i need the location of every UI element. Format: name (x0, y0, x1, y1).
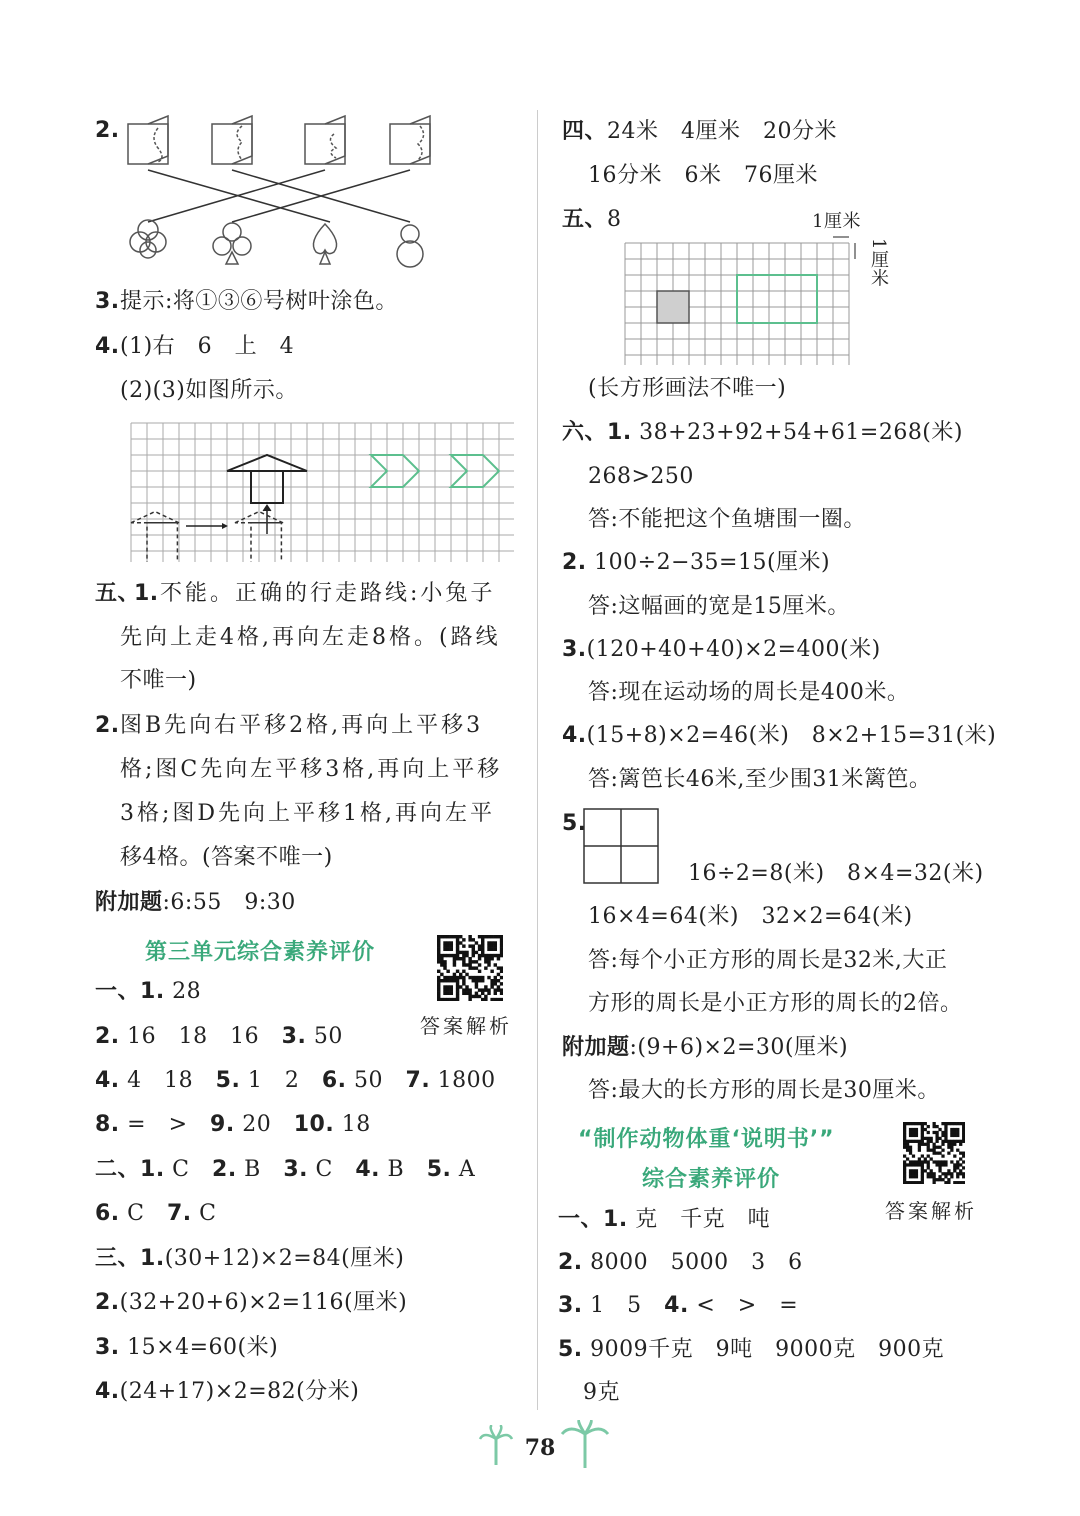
gourd-shape (397, 225, 423, 267)
u2-row2: 6. C 7. C (95, 1201, 217, 1226)
s5-1-line2: 先向上走4格,再向左走8格。(路线 (120, 625, 501, 650)
s5-1-line3: 不唯一) (120, 668, 197, 693)
s6-2-line2: 答:这幅画的宽是15厘米。 (588, 594, 850, 619)
extra-right-line1: 附加题:(9+6)×2=30(厘米) (562, 1035, 849, 1060)
q4-part1: (1)右 6 上 4 (120, 334, 295, 359)
s5-answer: 五、8 (562, 207, 622, 232)
s5-2-line1: 图B先向右平移2格,再向上平移3 (120, 713, 484, 738)
folded-paper-1 (128, 116, 168, 164)
dashed-body-1 (251, 523, 281, 562)
extra-right-line2: 答:最大的长方形的周长是30厘米。 (588, 1078, 940, 1103)
qr-code-animal[interactable] (903, 1122, 965, 1184)
folded-paper-3 (305, 116, 345, 164)
s6-2-line1: 2. 100÷2−35=15(厘米) (562, 550, 831, 575)
translation-grid (130, 422, 514, 562)
s6-1-line3: 答:不能把这个鱼塘围一圈。 (588, 507, 866, 532)
q3-answer: 提示:将①③⑥号树叶涂色。 (120, 289, 398, 314)
u2-row1: 二、1. C 2. B 3. C 4. B 5. A (95, 1157, 476, 1182)
folded-paper-2 (212, 116, 252, 164)
folded-paper-4 (390, 116, 430, 164)
animal-title-line2: 综合素养评价 (642, 1167, 781, 1192)
s5-head: 五、 (95, 581, 141, 606)
matching-figure (120, 112, 450, 272)
q2-number: 2. (95, 118, 120, 143)
qr-code-unit3[interactable] (437, 935, 503, 1001)
s5-1-line1: 不能。正确的行走路线:小兔子 (160, 581, 496, 606)
z5-row2: 9克 (583, 1380, 620, 1405)
green-rectangle (737, 275, 817, 323)
s6-5-line2: 16×4=64(米) 32×2=64(米) (588, 904, 913, 929)
club-shape (213, 223, 251, 264)
dashed-body-0 (147, 523, 177, 562)
qr-label-unit3: 答案解析 (420, 1014, 512, 1038)
u3-row1: 三、1.(30+12)×2=84(厘米) (95, 1246, 405, 1271)
s6-4-line2: 答:篱笆长46米,至少围31米篱笆。 (588, 767, 932, 792)
s6-1-line1: 六、1. 38+23+92+54+61=268(米) (562, 420, 963, 445)
house-roof (227, 455, 307, 471)
palm-right-icon (560, 1420, 610, 1470)
s4-line1: 四、24米 4厘米 20分米 (562, 119, 838, 144)
s5-1-number: 1. (134, 581, 159, 606)
s6-5-line3: 答:每个小正方形的周长是32米,大正 (588, 948, 948, 973)
z5-row: 5. 9009千克 9吨 9000克 900克 (558, 1337, 945, 1362)
spade-shape (313, 224, 336, 264)
s5-2-line2: 格;图C先向左平移3格,再向上平移 (120, 757, 503, 782)
qr-label-animal: 答案解析 (885, 1199, 977, 1223)
s6-5-line1: 16÷2=8(米) 8×4=32(米) (688, 861, 984, 886)
q4-part2: (2)(3)如图所示。 (120, 378, 298, 403)
q4-number: 4. (95, 334, 120, 359)
s4-line2: 16分米 6米 76厘米 (588, 163, 818, 188)
s6-3-line2: 答:现在运动场的周长是400米。 (588, 680, 910, 705)
arrow-up-head (263, 505, 271, 511)
u1-row1: 一、1. 28 (95, 979, 202, 1004)
extra-question: 附加题:6:55 9:30 (95, 890, 296, 915)
z2-row: 2. 8000 5000 3 6 (558, 1250, 803, 1275)
dim-side-label: 1厘米 (868, 238, 889, 287)
u1-row4: 8. = > 9. 20 10. 18 (95, 1112, 371, 1137)
u1-row2: 2. 16 18 16 3. 50 (95, 1024, 343, 1049)
z1-row: 一、1. 克 千克 吨 (558, 1207, 771, 1232)
q3-number: 3. (95, 289, 120, 314)
s5-2-line3: 3格;图D先向上平移1格,再向左平 (120, 801, 496, 826)
u1-row3: 4. 4 18 5. 1 2 6. 50 7. 1800 (95, 1068, 496, 1093)
s6-5-number: 5. (562, 811, 587, 836)
s5-2-number: 2. (95, 713, 120, 738)
u3-row4: 4.(24+17)×2=82(分米) (95, 1379, 360, 1404)
page-number: 78 (524, 1435, 556, 1461)
dashed-roof-0 (131, 512, 179, 523)
s5-note: (长方形画法不唯一) (588, 376, 787, 401)
s6-5-line4: 方形的周长是小正方形的周长的2倍。 (588, 991, 963, 1016)
gray-square (657, 291, 689, 323)
s6-4-line1: 4.(15+8)×2=46(米) 8×2+15=31(米) (562, 723, 997, 748)
s5-2-line4: 移4格。(答案不唯一) (120, 845, 333, 870)
s6-3-line1: 3.(120+40+40)×2=400(米) (562, 637, 881, 662)
z3-row: 3. 1 5 4. < > = (558, 1293, 799, 1318)
animal-title-line1: “制作动物体重‘说明书’” (578, 1127, 835, 1152)
u3-row3: 3. 15×4=60(米) (95, 1335, 279, 1360)
dim-top-label: 1厘米 (812, 211, 861, 232)
u3-row2: 2.(32+20+6)×2=116(厘米) (95, 1290, 408, 1315)
big-square-figure (583, 808, 661, 886)
column-divider (537, 110, 538, 1410)
unit3-title: 第三单元综合素养评价 (145, 940, 376, 965)
cloud-shape (130, 220, 166, 258)
s6-1-line2: 268>250 (588, 464, 694, 489)
